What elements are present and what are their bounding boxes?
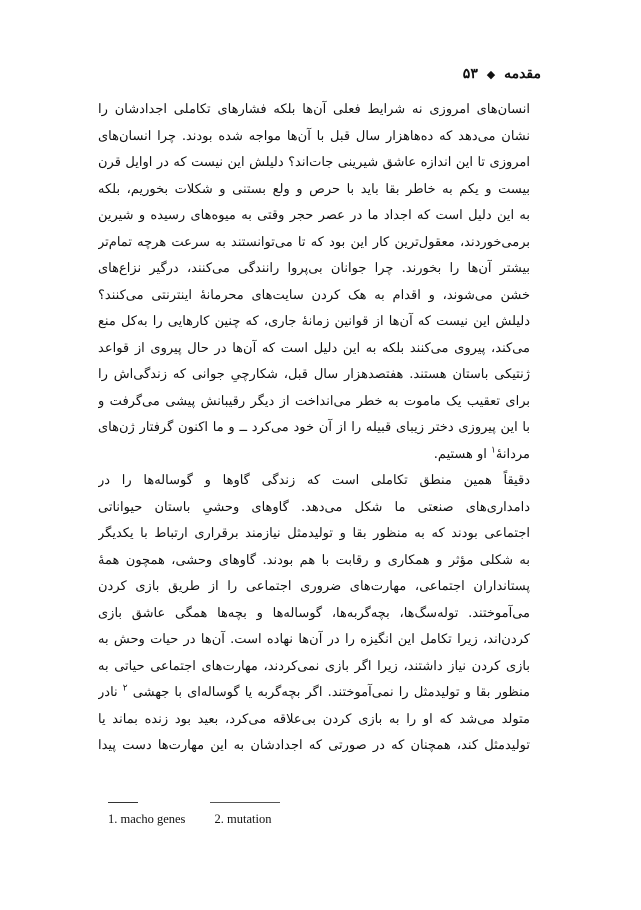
footnote-divider	[210, 802, 280, 803]
paragraph-1	[98, 97, 530, 468]
text-line: امروزی تا این اندازه عاشق شیرینی جات‌اند؟ دلیلش این نیست که در اوایل قرن	[98, 155, 530, 170]
section-title: مقدمه	[504, 66, 541, 82]
text-line: بازی کردن نیاز داشتند، زیرا اگر بازی نمی‌کردند، مهارت‌های اجتماعی حیاتی به	[98, 658, 530, 674]
footnote-marker: ۲	[122, 683, 128, 694]
text-line: به شکلی مؤثر و همکاری و رقابت با هم بودند. گاوهای وحشی، همچون همهٔ	[98, 552, 530, 568]
footnotes	[108, 812, 297, 827]
paragraph-2	[98, 468, 530, 760]
diamond-separator-icon: ◆	[486, 68, 496, 81]
text-line-with-footnote	[98, 442, 530, 469]
text-line: برای تعقیب یک ماموت به خطر می‌انداخت از دیگر رقیبانش پیشی می‌گرفت و	[98, 393, 530, 409]
text-line: تولیدمثل کند، همچنان که در صورتی که اجدادشان به این مهارت‌ها دست پیدا	[98, 738, 530, 753]
text-line: خشن می‌شوند، و اقدام به هک کردن سایت‌های محرمانهٔ اینترنتی می‌کنند؟	[98, 287, 530, 303]
text-fragment: منظور بقا و تولیدمثل را نمی‌آموختند. اگر بچه‌گربه یا گوساله‌ای با جهشی	[132, 685, 530, 700]
text-line: ژنتیکی باستان هستند. هفتصدهزار سال قبل، شکارچیِ جوانی که زندگی‌اش را	[98, 367, 530, 382]
running-header	[463, 66, 541, 82]
text-line: کردن‌اند، زیرا تکامل این انگیزه را در آن‌ها نهاده است. آن‌ها در حیات وحش به	[98, 632, 530, 647]
text-line: پستانداران اجتماعی، مهارت‌های ضروری اجتماعی را از طریق بازی کردن	[98, 579, 530, 594]
text-line: بیست و یکم به خاطر بقا باید با حرص و ولع بستنی و شکلات بخوریم، بلکه	[98, 181, 530, 197]
footnote-divider	[108, 802, 138, 803]
text-fragment: نادر	[98, 685, 118, 700]
footnote-2: 2. mutation	[214, 812, 272, 826]
footnote-marker: ۱	[491, 445, 496, 456]
text-line: به این دلیل است که اجداد ما در عصر حجر وقتی به میوه‌های رسیده و شیرین	[98, 208, 530, 223]
text-fragment: مردانهٔ	[495, 446, 530, 462]
text-line: انسان‌های امروزی نه شرایط فعلی آن‌ها بلکه فشارهای تکاملی اجدادشان را	[98, 102, 530, 117]
text-line: دلیلش این نیست که آن‌ها از قوانین زمانهٔ جاری، که چنین کارهایی را به‌کل منع	[98, 314, 530, 329]
text-line: متولد می‌شد که او را به بازی کردن بی‌علاقه می‌کرد، بعید بود زنده بماند یا	[98, 711, 530, 727]
text-line: برمی‌خوردند، معقول‌ترین کار این بود که تا می‌توانستند به سرعت هرچه تمام‌تر	[98, 234, 530, 250]
text-line: می‌آموختند. توله‌سگ‌ها، بچه‌گربه‌ها، گوساله‌ها و بچه‌ها همگی عاشق بازی	[98, 605, 530, 621]
main-text	[98, 97, 530, 760]
text-line: دامداری‌های صنعتی ما شکل می‌دهد. گاوهای وحشیِ باستان حیواناتی	[98, 499, 530, 515]
text-line: بیشتر آن‌ها را بخورند. چرا جوانان بی‌پروا رانندگی می‌کنند، درگیر نزاع‌های	[98, 261, 530, 276]
text-line: نشان می‌دهد که ده‌هاهزار سال قبل با آن‌ها مواجه شده بودند. چرا انسان‌های	[98, 128, 530, 144]
page-number: ۵۳	[462, 66, 478, 82]
text-line-with-footnote	[98, 680, 530, 707]
text-fragment: او هستیم.	[433, 446, 487, 462]
text-line: با این پیروزی دختر زیبای قبیله را از آن خود می‌کرد ــ و ما اکنون گرفتار ژن‌های	[98, 420, 530, 435]
text-line: اجتماعی بودند که به منظور بقا و تولیدمثل نیازمند برقراری ارتباط با یکدیگر	[98, 526, 530, 541]
text-line: دقیقاً همین منطق تکاملی است که زندگی گاوها و گوساله‌ها را در	[98, 473, 530, 488]
footnote-1: 1. macho genes	[108, 812, 186, 826]
text-line: می‌کند، پیروی می‌کنند بلکه به این دلیل است که آن‌ها در حال پیروی از قواعد	[98, 340, 530, 356]
